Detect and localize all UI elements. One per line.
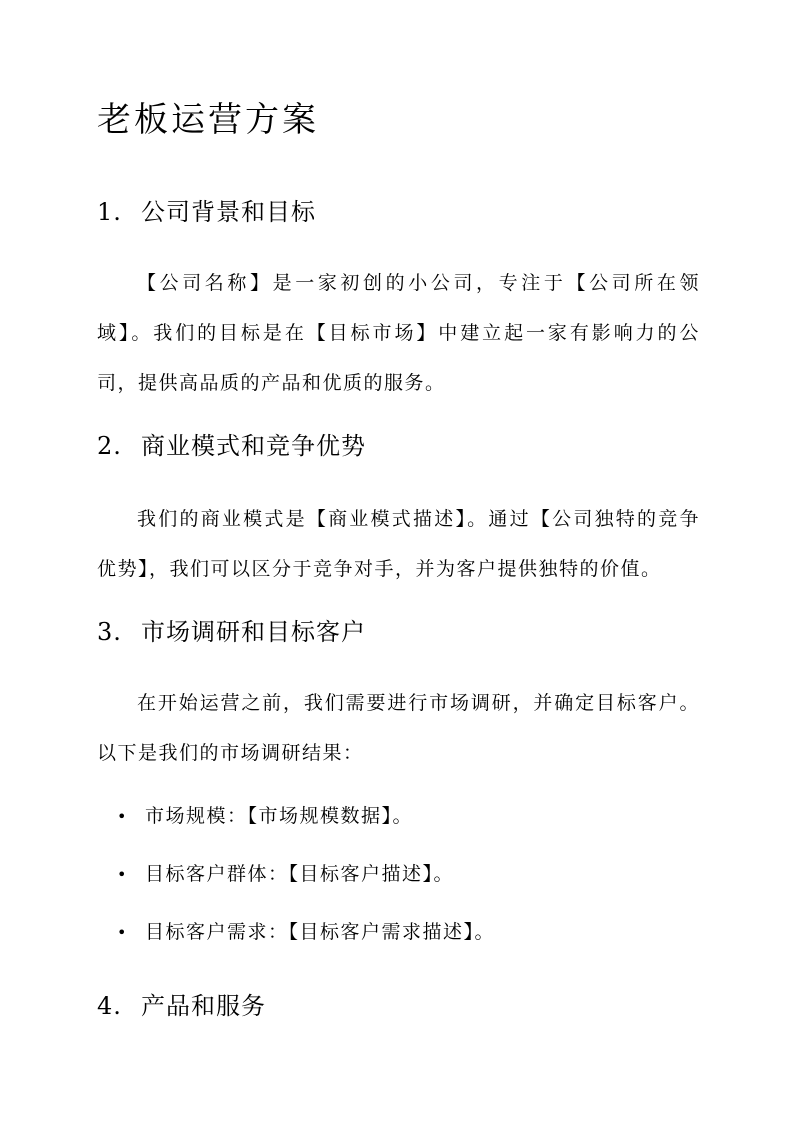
- section-heading-4: [97, 990, 266, 1022]
- section-number: 3.: [97, 618, 122, 646]
- bullet-list: [117, 800, 495, 974]
- list-item-text: 市场规模：【市场规模数据】。: [145, 805, 414, 827]
- list-item: [117, 916, 495, 974]
- section-heading-2: [97, 430, 366, 462]
- section-title: 产品和服务: [141, 992, 266, 1020]
- section-title: 商业模式和竞争优势: [141, 432, 366, 460]
- section-number: 1.: [97, 198, 122, 226]
- list-item: [117, 858, 495, 916]
- section-title: 公司背景和目标: [141, 198, 316, 226]
- paragraph: 我们的商业模式是【商业模式描述】。通过【公司独特的竞争优势】，我们可以区分于竞争对手，并为客户提供独特的价值。: [97, 508, 700, 580]
- list-item-text: 目标客户群体：【目标客户描述】。: [145, 863, 455, 885]
- bullet-icon: •: [117, 923, 128, 942]
- list-item-text: 目标客户需求：【目标客户需求描述】。: [145, 921, 496, 943]
- section-heading-3: [97, 616, 366, 648]
- section-number: 2.: [97, 432, 122, 460]
- section-number: 4.: [97, 992, 122, 1020]
- section-title: 市场调研和目标客户: [141, 618, 366, 646]
- bullet-icon: •: [117, 807, 128, 826]
- paragraph: 在开始运营之前，我们需要进行市场调研，并确定目标客户。以下是我们的市场调研结果：: [97, 692, 700, 764]
- section-heading-1: [97, 196, 316, 228]
- document-title: 老板运营方案: [97, 100, 319, 140]
- paragraph: 【公司名称】是一家初创的小公司，专注于【公司所在领域】。我们的目标是在【目标市场】中建立起一家有影响力的公司，提供高品质的产品和优质的服务。: [97, 272, 700, 394]
- list-item: [117, 800, 495, 858]
- bullet-icon: •: [117, 865, 128, 884]
